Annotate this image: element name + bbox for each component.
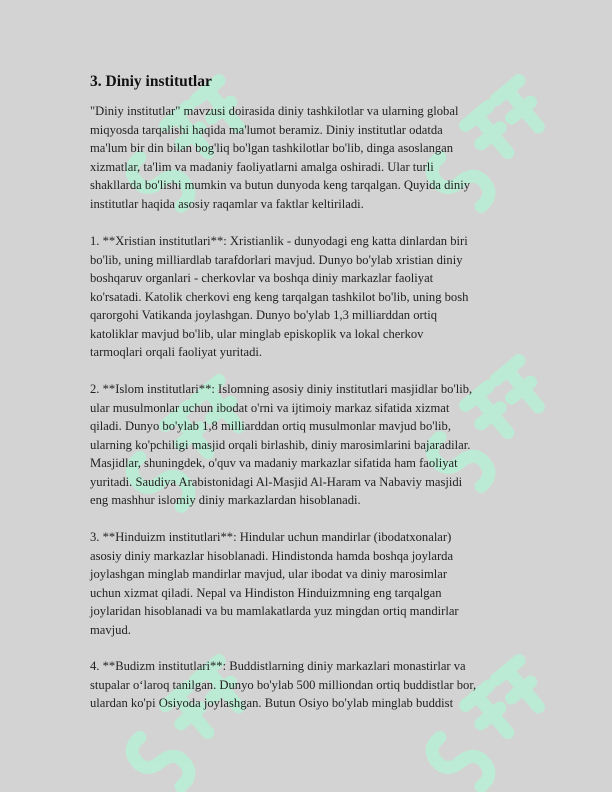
text-line: "Diniy institutlar" mavzusi doirasida diniy tashkilotlar va ularning global bbox=[90, 104, 459, 118]
text-line: 3. **Hinduizm institutlari**: Hindular uchun mandirlar (ibodatxonalar) bbox=[90, 530, 452, 544]
hindu-institutions-paragraph bbox=[90, 528, 530, 639]
text-line: bo'lib, uning milliardlab tarafdorlari mavjud. Dunyo bo'ylab xristian diniy bbox=[90, 252, 463, 267]
text-line: 2. **Islom institutlari**: Islomning asosiy diniy institutlari masjidlar bo'lib, bbox=[90, 382, 473, 396]
text-line: uchun xizmat qiladi. Nepal va Hindiston Hinduizmning eng tarqalgan bbox=[90, 585, 442, 600]
text-line: ulardan ko'pi Osiyoda joylashgan. Butun Osiyo bo'ylab minglab buddist bbox=[90, 696, 454, 710]
text-line: Masjidlar, shuningdek, o'quv va madaniy markazlar sifatida ham faoliyat bbox=[90, 456, 458, 470]
christian-institutions-paragraph bbox=[90, 232, 530, 362]
buddhist-institutions-paragraph bbox=[90, 657, 530, 713]
text-line: stupalar oʻlaroq tanilgan. Dunyo bo'ylab 500 milliondan ortiq buddistlar bor, bbox=[90, 677, 477, 692]
text-line: xizmatlar, ta'lim va madaniy faoliyatlarni amalga oshiradi. Ular turli bbox=[90, 159, 434, 174]
text-line: ko'rsatadi. Katolik cherkovi eng keng tarqalgan tashkilot bo'lib, uning bosh bbox=[90, 289, 469, 304]
text-line: ularning ko'pchiligi masjid orqali birlashib, diniy marosimlarini bajaradilar. bbox=[90, 437, 471, 452]
text-line: boshqaruv organlari - cherkovlar va boshqa diniy markazlar faoliyat bbox=[90, 271, 434, 285]
text-line: 4. **Budizm institutlari**: Buddistlarning diniy markazlari monastirlar va bbox=[90, 659, 466, 673]
text-line: katoliklar mavjud bo'lib, ular minglab episkoplik va lokal cherkov bbox=[90, 326, 424, 341]
text-line: qarorgohi Vatikanda joylashgan. Dunyo bo'ylab 1,3 milliarddan ortiq bbox=[90, 308, 438, 322]
text-line: joylaridan hisoblanadi va bu mamlakatlarda yuz mingdan ortiq mandirlar bbox=[90, 604, 459, 618]
text-line: mavjud. bbox=[90, 622, 131, 637]
text-line: institutlar haqida asosiy raqamlar va faktlar keltiriladi. bbox=[90, 196, 364, 211]
text-line: ular musulmonlar uchun ibodat o'rni va ijtimoiy markaz sifatida xizmat bbox=[90, 400, 450, 415]
islamic-institutions-paragraph bbox=[90, 380, 530, 510]
text-line: qiladi. Dunyo bo'ylab 1,8 milliarddan ortiq musulmonlar mavjud bo'lib, bbox=[90, 419, 451, 433]
intro-paragraph bbox=[90, 102, 530, 213]
text-line: asosiy diniy markazlar hisoblanadi. Hindistonda hamda boshqa joylarda bbox=[90, 548, 454, 563]
text-line: 1. **Xristian institutlari**: Xristianlik - dunyodagi eng katta dinlardan biri bbox=[90, 234, 468, 248]
text-line: miqyosda tarqalishi haqida ma'lumot beramiz. Diniy institutlar odatda bbox=[90, 122, 443, 137]
text-line: tarmoqlari orqali faoliyat yuritadi. bbox=[90, 345, 263, 359]
text-line: joylashgan minglab mandirlar mavjud, ular ibodat va diniy marosimlar bbox=[90, 567, 448, 581]
text-line: ma'lum bir din bilan bog'liq bo'lgan tashkilotlar bo'lib, dinga asoslangan bbox=[90, 141, 454, 155]
section-heading: 3. Diniy institutlar bbox=[90, 73, 212, 90]
text-line: eng mashhur islomiy diniy markazlardan hisoblanadi. bbox=[90, 493, 361, 507]
text-line: yuritadi. Saudiya Arabistonidagi Al-Masjid Al-Haram va Nabaviy masjidi bbox=[90, 474, 463, 489]
text-line: shakllarda bo'lishi mumkin va butun dunyoda keng tarqalgan. Quyida diniy bbox=[90, 178, 471, 192]
